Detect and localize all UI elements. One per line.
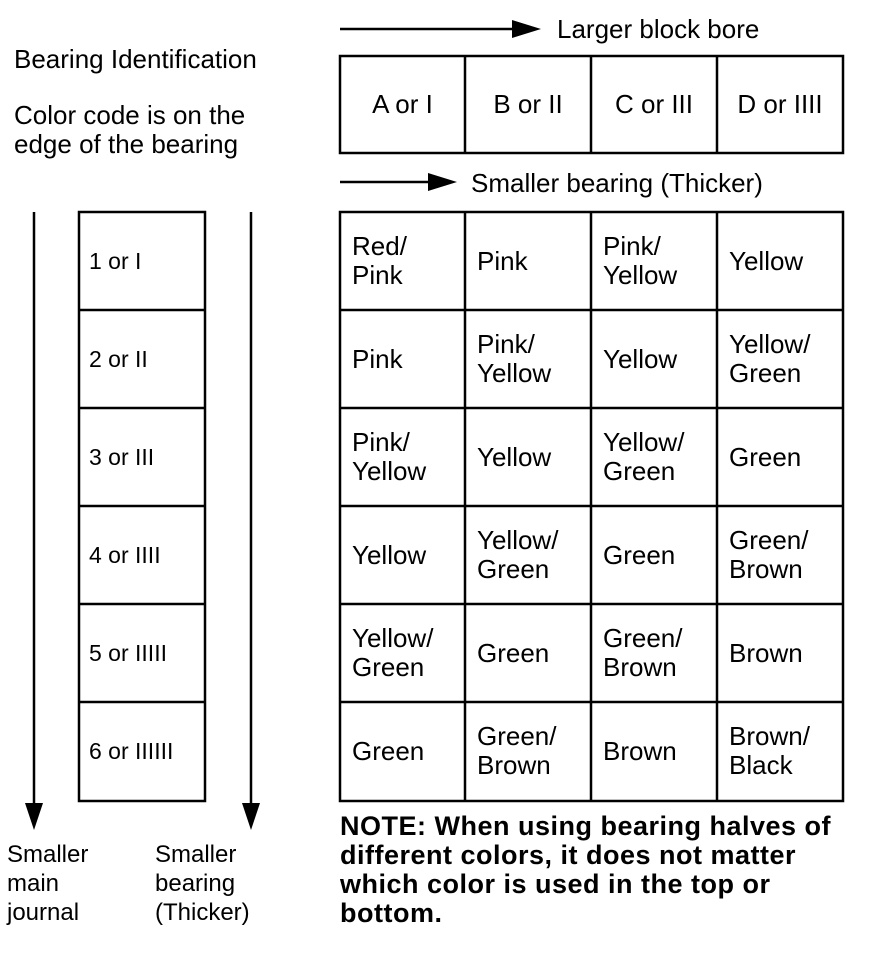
top-axis-label: Larger block bore	[557, 14, 760, 44]
grid-cell: Green	[603, 539, 676, 570]
mid-arrow-head	[242, 803, 260, 830]
row-label: 5 or IIIII	[89, 639, 167, 666]
row-label: 2 or II	[89, 345, 148, 372]
grid-cell: Green	[477, 637, 550, 668]
grid-cell: Pink	[352, 343, 403, 374]
grid-cell: Green	[352, 735, 425, 766]
note-text: NOTE: When using bearing halves of different colors, it does not matter which color is used in the top or bottom.	[340, 811, 832, 928]
top-arrow-head	[512, 20, 541, 38]
grid-cell: Green/ Brown	[603, 623, 683, 682]
left-arrow-head	[25, 803, 43, 830]
column-header: C or III	[614, 89, 693, 119]
column-header: D or IIII	[737, 89, 823, 119]
grid-arrow-head	[428, 173, 457, 191]
grid-cell: Red/ Pink	[352, 231, 407, 290]
row-label: 1 or I	[89, 247, 142, 274]
mid-axis-label-1: Smaller	[155, 841, 237, 868]
grid-cell: Yellow/ Green	[603, 427, 685, 486]
grid-axis-label: Smaller bearing (Thicker)	[471, 168, 763, 198]
left-axis-label-3: journal	[7, 899, 80, 926]
grid-cell: Yellow	[729, 245, 804, 276]
mid-axis-label-3: (Thicker)	[155, 899, 250, 926]
grid-cell: Green/ Brown	[477, 721, 557, 780]
grid-cell: Pink	[477, 245, 528, 276]
row-label: 3 or III	[89, 443, 155, 470]
grid-cell: Green/ Brown	[729, 525, 809, 584]
row-label: 6 or IIIIII	[89, 737, 174, 764]
grid-cell: Pink/ Yellow	[603, 231, 678, 290]
grid-cell: Brown/ Black	[729, 721, 810, 780]
subtitle-line-1: Color code is on the	[14, 100, 246, 130]
column-header: A or I	[372, 89, 433, 119]
subtitle-line-2: edge of the bearing	[14, 129, 239, 159]
left-axis-label-1: Smaller	[7, 841, 89, 868]
column-header: B or II	[493, 89, 563, 119]
grid-cell: Brown	[729, 637, 803, 668]
grid-cell: Yellow	[352, 539, 427, 570]
grid-cell: Pink/ Yellow	[352, 427, 427, 486]
grid-cell: Yellow/ Green	[352, 623, 434, 682]
grid-cell: Yellow	[477, 441, 552, 472]
left-axis-label-2: main	[7, 870, 60, 897]
row-label: 4 or IIII	[89, 541, 161, 568]
grid-cell: Yellow/ Green	[477, 525, 559, 584]
grid-cell: Pink/ Yellow	[477, 329, 552, 388]
grid-cell: Yellow	[603, 343, 678, 374]
grid-cell: Yellow/ Green	[729, 329, 811, 388]
mid-axis-label-2: bearing	[155, 870, 236, 897]
grid-cell: Green	[729, 441, 802, 472]
diagram-title: Bearing Identification	[14, 44, 257, 74]
grid-cell: Brown	[603, 735, 677, 766]
